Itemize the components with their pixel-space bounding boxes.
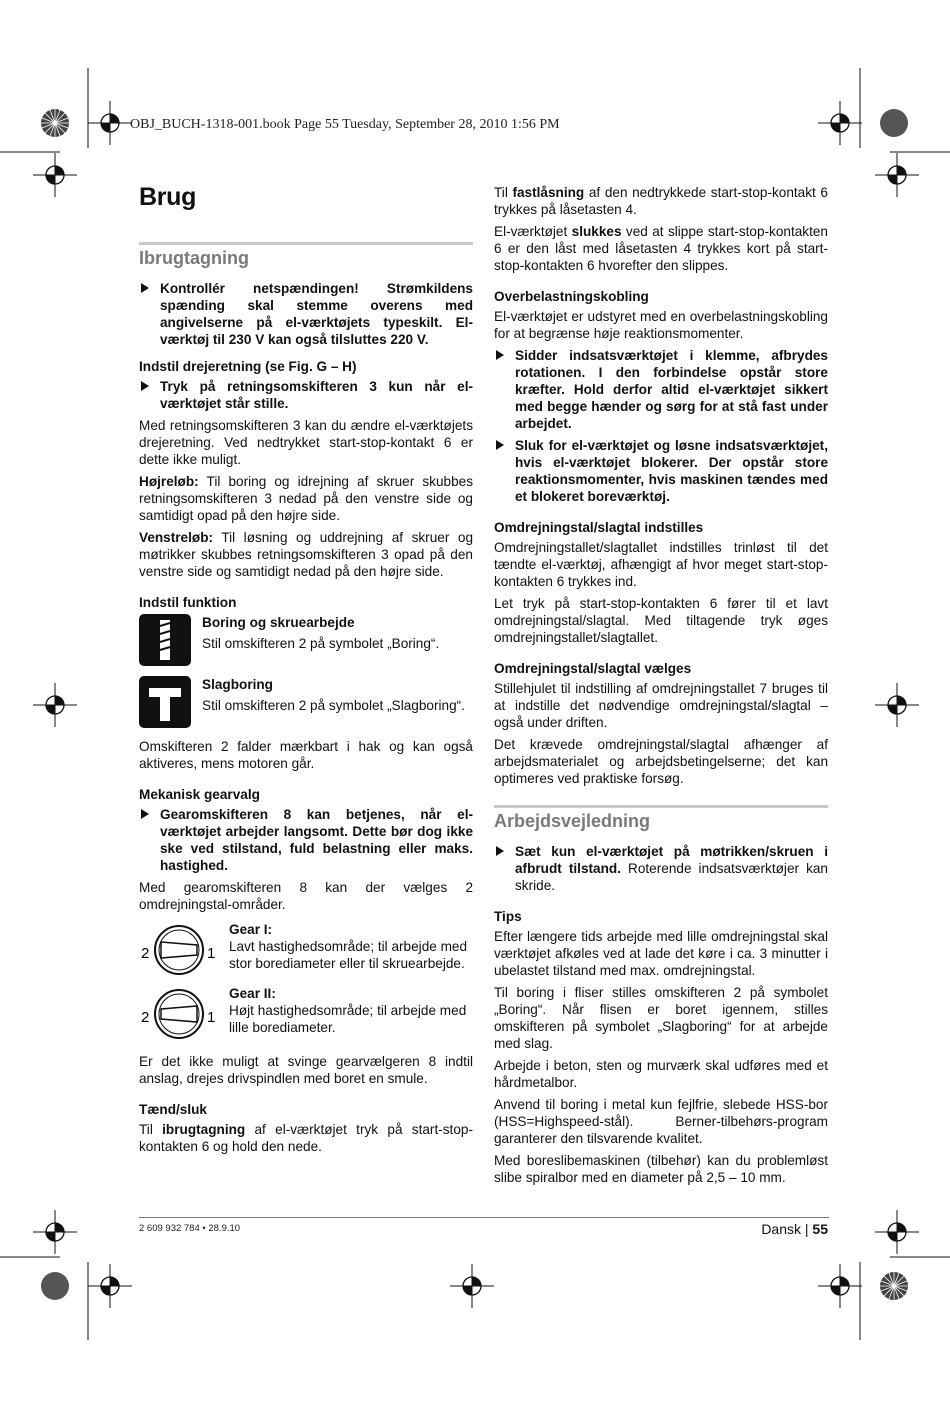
bullet-triangle-icon bbox=[496, 350, 504, 360]
tip-2: Til boring i fliser stilles omskifteren 2 på symbolet „Boring“. Når flisen er boret igennem, stilles omskifteren på symbolet „Slagboring“ for at arbejde med slag. bbox=[494, 985, 828, 1051]
hammer-text: Stil omskifteren 2 på symbolet „Slagboring“. bbox=[202, 698, 465, 713]
drill-symbol-icon bbox=[139, 614, 191, 666]
page-title: Brug bbox=[139, 183, 197, 211]
function-hammer bbox=[139, 676, 473, 728]
para-lock: Til fastlåsning af den nedtrykkede start-stop-kontakt 6 trykkes på låsetasten 4. bbox=[494, 185, 828, 217]
bullet-voltage: Kontrollér netspændingen! Strømkildens spænding skal stemme overens med angivelserne på el-værktøjets typeskilt. El-værktøj til 230 V kan også tilsluttes 220 V. bbox=[139, 280, 473, 348]
bullet-triangle-icon bbox=[141, 809, 149, 819]
hammer-symbol-icon bbox=[139, 676, 191, 728]
gear-2-dial-icon bbox=[139, 987, 219, 1041]
tip-3: Arbejde i beton, sten og murværk skal udføres med et hårdmetalbor. bbox=[494, 1058, 828, 1090]
gear-2-title: Gear II: bbox=[229, 986, 276, 1001]
gear-1-title: Gear I: bbox=[229, 922, 273, 937]
footer-page: Dansk | 55 bbox=[761, 1221, 828, 1237]
subheading-tips: Tips bbox=[494, 909, 522, 924]
bullet-gear: Gearomskifteren 8 kan betjenes, når el-værktøjet arbejder langsomt. Dette bør dog ikke ske ved stilstand, fuld belastning eller maks. hastighed. bbox=[139, 806, 473, 874]
svg-text:2: 2 bbox=[141, 1009, 150, 1026]
para-speed-2: Let tryk på start-stop-kontakten 6 fører til et lavt omdrejningstal/slagtal. Med tiltagende tryk øges omdrejningstallet/slagtallet. bbox=[494, 596, 828, 645]
gear-1-dial-icon bbox=[139, 923, 219, 977]
drill-text: Stil omskifteren 2 på symbolet „Boring“. bbox=[202, 636, 440, 651]
gear-2-text: Højt hastighedsområde; til arbejde med lille borediameter. bbox=[229, 1003, 467, 1035]
para-overload: El-værktøjet er udstyret med en overbelastningskobling for at begrænse høje reaktionsmomenter. bbox=[494, 309, 828, 341]
gear-1-text: Lavt hastighedsområde; til arbejde med stor borediameter eller til skruearbejde. bbox=[229, 939, 468, 971]
tip-1: Efter længere tids arbejde med lille omdrejningstal skal værktøjet afkøles ved at lade det køre i ca. 3 minutter i ubelastet tilstand med max. omdrejningstal. bbox=[494, 929, 828, 978]
bullet-triangle-icon bbox=[141, 381, 149, 391]
para-select-1: Stillehjulet til indstilling af omdrejningstallet 7 bruges til at indstille det nødvendige omdrejningstal/slagtal – også under driften. bbox=[494, 681, 828, 730]
bullet-stuck: Sidder indsatsværktøjet i klemme, afbrydes rotationen. I den forbindelse opstår store kræfter. Hold derfor altid el-værktøjet sikkert med begge hænder og sørg for at stå fast under arbejdet. bbox=[494, 347, 828, 432]
subheading-gear: Mekanisk gearvalg bbox=[139, 787, 260, 802]
section-heading-ibrugtagning: Ibrugtagning bbox=[139, 242, 473, 272]
para-spindle: Er det ikke muligt at svinge gearvælgeren 8 indtil anslag, drejes drivspindlen med boret en smule. bbox=[139, 1054, 473, 1086]
footer-code: 2 609 932 784 • 28.9.10 bbox=[139, 1223, 241, 1234]
function-drill bbox=[139, 614, 473, 666]
para-direction: Med retningsomskifteren 3 kan du ændre el-værktøjets drejeretning. Ved nedtrykket start-stop-kontakt 6 er dette ikke muligt. bbox=[139, 418, 473, 467]
subheading-speed-select: Omdrejningstal/slagtal vælges bbox=[494, 661, 692, 676]
bullet-triangle-icon bbox=[141, 283, 149, 293]
subheading-speed-set: Omdrejningstal/slagtal indstilles bbox=[494, 520, 704, 535]
book-header: OBJ_BUCH-1318-001.book Page 55 Tuesday, September 28, 2010 1:56 PM bbox=[130, 117, 560, 132]
bullet-block: Sluk for el-værktøjet og løsne indsatsværktøjet, hvis el-værktøjet blokerer. Der opstår store reaktionsmomenter, hvis maskinen tændes med et blokeret boreværktøj. bbox=[494, 437, 828, 505]
bottom-right-star-mark bbox=[880, 1272, 908, 1300]
drill-title: Boring og skruearbejde bbox=[202, 615, 355, 630]
tip-5: Med boreslibemaskinen (tilbehør) kan du problemløst slibe spiralbor med en diameter på 2,5 – 10 mm. bbox=[494, 1153, 828, 1185]
hammer-title: Slagboring bbox=[202, 677, 273, 692]
bullet-triangle-icon bbox=[496, 846, 504, 856]
para-onoff: Til ibrugtagning af el-værktøjet tryk på start-stop-kontakten 6 og hold den nede. bbox=[139, 1122, 473, 1154]
para-off: El-værktøjet slukkes ved at slippe start-stop-kontakten 6 er den låst med låsetasten 4 trykkes kort på start-stop-kontakten 6 hvorefter den slippes. bbox=[494, 224, 828, 273]
subheading-function: Indstil funktion bbox=[139, 595, 237, 610]
right-column bbox=[494, 184, 828, 1191]
para-switch: Omskifteren 2 falder mærkbart i hak og kan også aktiveres, mens motoren går. bbox=[139, 739, 473, 771]
svg-text:2: 2 bbox=[141, 945, 150, 962]
subheading-direction: Indstil drejeretning (se Fig. G – H) bbox=[139, 359, 357, 374]
bullet-direction: Tryk på retningsomskifteren 3 kun når el-værktøjet står stille. bbox=[139, 378, 473, 412]
bullet-nut: Sæt kun el-værktøjet på møtrikken/skruen i afbrudt tilstand. Roterende indsatsværktøjer kan skride. bbox=[494, 843, 828, 894]
gear-2 bbox=[139, 985, 473, 1039]
svg-text:1: 1 bbox=[207, 1009, 216, 1026]
footer-divider bbox=[139, 1217, 829, 1218]
left-column bbox=[139, 180, 473, 1160]
footer-language: Dansk bbox=[761, 1221, 801, 1237]
para-speed-1: Omdrejningstallet/slagtallet indstilles trinløst til det tændte el-værktøj, afhængigt af hvor meget start-stop-kontakten 6 trykkes ind. bbox=[494, 540, 828, 589]
subheading-onoff: Tænd/sluk bbox=[139, 1102, 207, 1117]
para-select-2: Det krævede omdrejningstal/slagtal afhænger af arbejdsmaterialet og arbejdsbetingelserne; det kan optimeres ved praktiske forsøg. bbox=[494, 737, 828, 786]
top-right-solid-mark bbox=[880, 109, 908, 137]
para-left-run: Venstreløb: Til løsning og uddrejning af skruer og møtrikker skubbes retningsomskifteren 3 opad på den venstre side og samtidigt nedad på den højre side. bbox=[139, 530, 473, 579]
para-right-run: Højreløb: Til boring og idrejning af skruer skubbes retningsomskifteren 3 nedad på den venstre side og samtidigt opad på den højre side. bbox=[139, 474, 473, 523]
para-gear: Med gearomskifteren 8 kan der vælges 2 omdrejningstal-områder. bbox=[139, 880, 473, 912]
tip-4: Anvend til boring i metal kun fejlfrie, slebede HSS-bor (HSS=Highspeed-stål). Berner-tilbehørs-program garanterer den tilsvarende kvalitet. bbox=[494, 1097, 828, 1146]
subheading-overload: Overbelastningskobling bbox=[494, 289, 649, 304]
bottom-left-solid-mark bbox=[41, 1272, 69, 1300]
svg-text:1: 1 bbox=[207, 945, 216, 962]
bullet-triangle-icon bbox=[496, 440, 504, 450]
gear-1 bbox=[139, 921, 473, 975]
top-left-star-mark bbox=[41, 109, 69, 137]
page-number: 55 bbox=[812, 1221, 828, 1237]
section-heading-arbejdsvejledning: Arbejdsvejledning bbox=[494, 805, 828, 835]
